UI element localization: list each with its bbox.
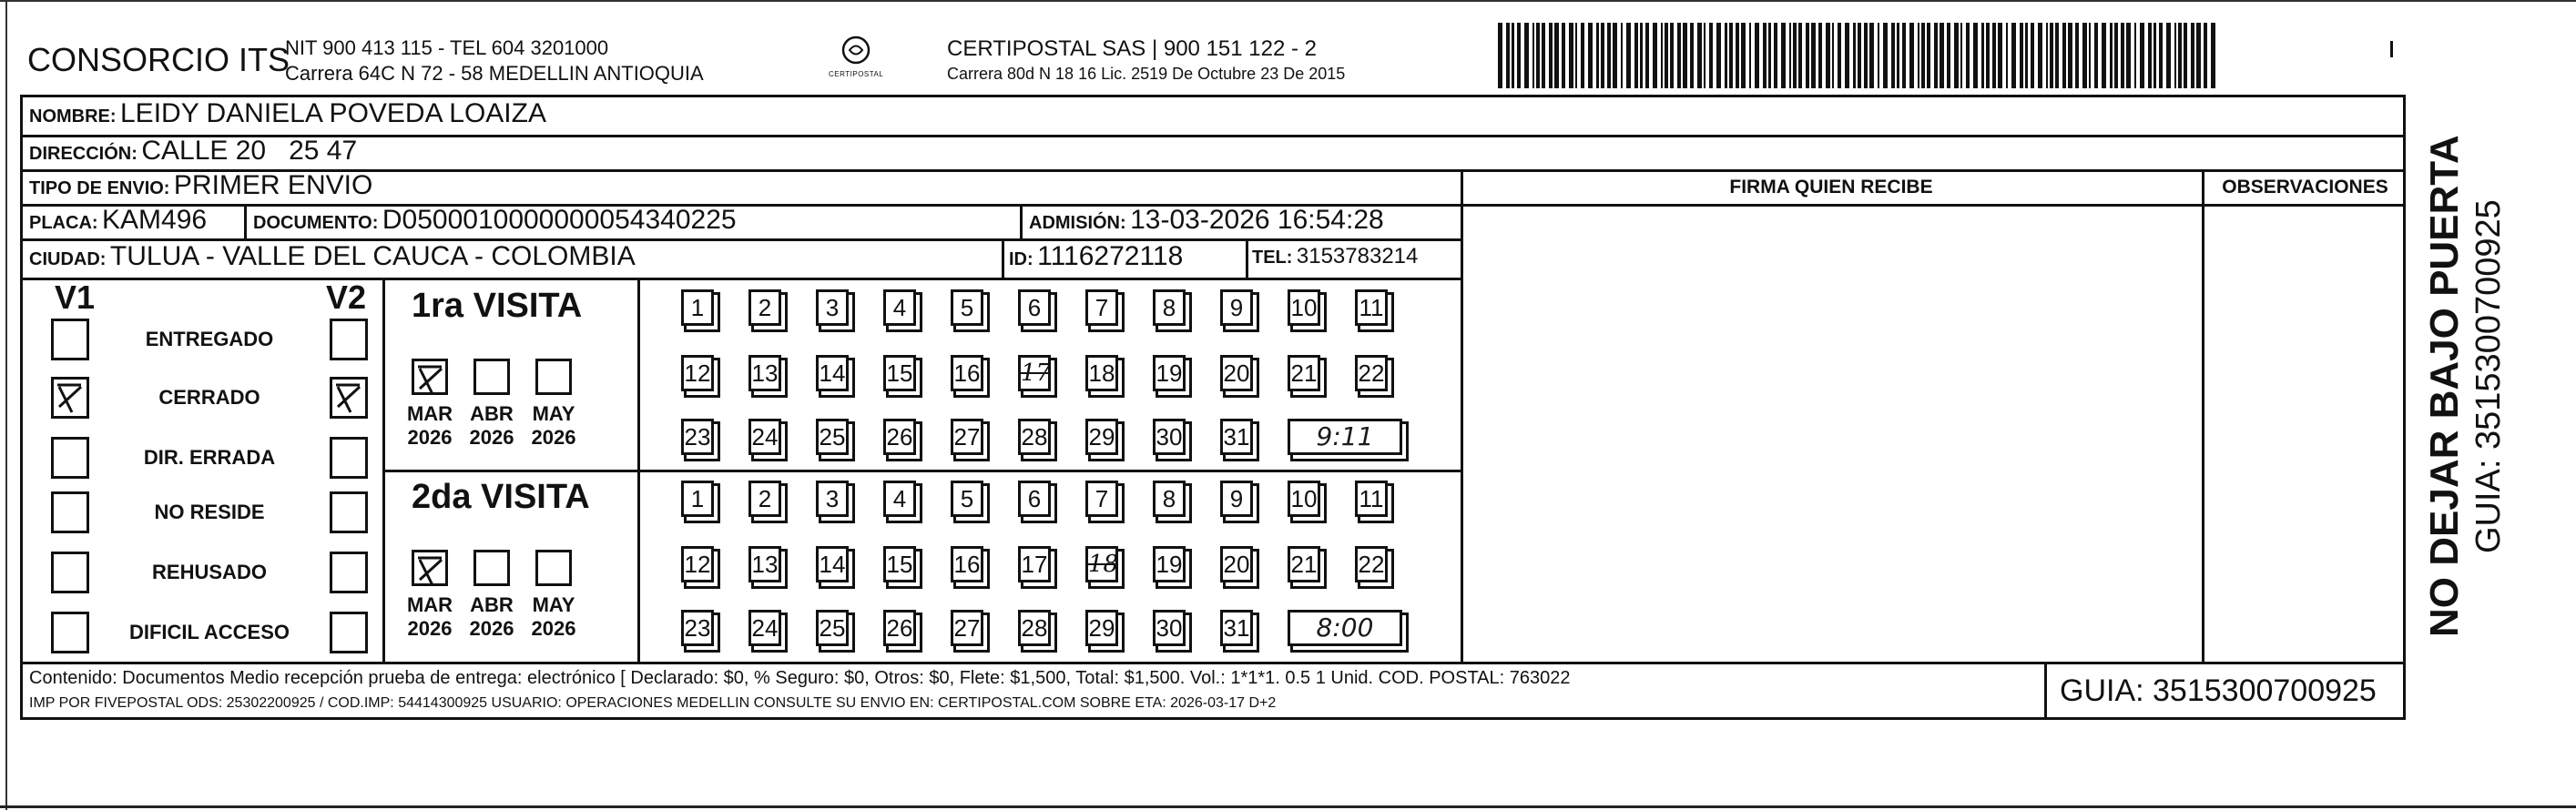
status-checkbox-v2[interactable] <box>330 319 368 360</box>
firma-divider <box>1461 169 1463 662</box>
barcode-bar <box>1763 23 1767 88</box>
day-cell[interactable]: 8 <box>1153 289 1186 326</box>
day-cell[interactable]: 15 <box>883 355 916 391</box>
month-year: 2026 <box>407 617 453 640</box>
barcode-bar <box>1554 23 1559 88</box>
status-label: REHUSADO <box>152 561 267 583</box>
status-checkbox-v1[interactable] <box>51 612 89 653</box>
handwritten-time: 8:00 <box>1288 610 1402 646</box>
barcode-bar <box>1588 23 1593 88</box>
day-cell[interactable]: 14 <box>816 355 849 391</box>
month-name: MAR <box>406 402 453 425</box>
barcode-bar <box>1793 23 1797 88</box>
day-cell[interactable]: 6 <box>1018 289 1051 326</box>
barcode-bar <box>2174 23 2176 88</box>
barcode-bar <box>1998 23 2002 88</box>
carrier-address: Carrera 80d N 18 16 Lic. 2519 De Octubre 23 De 2015 <box>947 65 1346 83</box>
barcode-bar <box>2121 23 2124 88</box>
barcode-bar <box>2025 23 2028 88</box>
barcode-bar <box>1774 23 1777 88</box>
day-cell[interactable]: 13 <box>748 355 781 391</box>
company-name: CONSORCIO ITS <box>27 41 290 78</box>
month-label <box>402 402 457 450</box>
firma-header: FIRMA QUIEN RECIBE <box>1729 177 1933 197</box>
barcode-bar <box>1607 23 1611 88</box>
tel-value: 3153783214 <box>1296 244 1419 268</box>
admision-value: 13-03-2026 16:54:28 <box>1130 205 1384 235</box>
month-name: ABR <box>470 402 514 425</box>
certipostal-logo-icon <box>840 35 871 66</box>
visit-month-divider <box>637 278 640 662</box>
cell-divider <box>1246 238 1248 278</box>
side-guia: GUIA: 3515300700925 <box>2469 199 2508 553</box>
day-cell[interactable]: 24 <box>748 419 781 455</box>
barcode-bar <box>1768 23 1771 88</box>
documento-value: D0500010000000054340225 <box>382 205 737 235</box>
day-cell[interactable]: 29 <box>1085 419 1118 455</box>
day-cell[interactable]: 20 <box>1220 546 1253 582</box>
id-label: ID: <box>1009 249 1033 269</box>
footer-contenido: Contenido: Documentos Medio recepción prueba de entrega: electrónico [ Declarado: $0, % Seguro: $0, Otros: $0, Flete: $1,500, Total: $1,500. Vol.: 1*1*1. 0.5 1 Unid. COD. POSTAL: 763022 <box>29 668 1571 688</box>
day-cell[interactable]: 29 <box>1085 610 1118 646</box>
day-cell[interactable]: 11 <box>1355 481 1388 517</box>
day-cell[interactable]: 9 <box>1220 481 1253 517</box>
observaciones-header: OBSERVACIONES <box>2222 177 2388 197</box>
barcode-bar <box>1512 23 1514 88</box>
barcode-bar <box>1542 23 1545 88</box>
day-cell[interactable]: 13 <box>748 546 781 582</box>
top-edge-line <box>0 0 2576 2</box>
placa-value: KAM496 <box>102 205 208 235</box>
barcode-bar <box>2134 23 2136 88</box>
tick-mark-icon <box>2390 41 2393 57</box>
barcode-bar <box>1981 23 1984 88</box>
id-cell <box>1009 241 1183 272</box>
admision-label: ADMISIÓN: <box>1029 213 1126 233</box>
day-cell[interactable]: 12 <box>681 355 714 391</box>
barcode-bar <box>1909 23 1914 88</box>
month-label <box>464 593 519 641</box>
bottom-edge-line <box>0 805 2576 808</box>
barcode-bar <box>1897 23 1899 88</box>
barcode-bar <box>1934 23 1938 88</box>
day-cell[interactable]: 1 <box>681 481 714 517</box>
barcode-bar <box>1883 23 1888 88</box>
barcode-bar <box>1918 23 1919 88</box>
month-year: 2026 <box>531 426 576 449</box>
direccion-row <box>29 136 357 167</box>
barcode-bar <box>1729 23 1733 88</box>
day-cell[interactable]: 7 <box>1085 289 1118 326</box>
barcode-bar <box>2148 23 2152 88</box>
day-cell[interactable]: 16 <box>951 355 983 391</box>
barcode-bar <box>2089 23 2091 88</box>
barcode-bar <box>1986 23 1990 88</box>
direccion-label: DIRECCIÓN: <box>29 144 137 164</box>
footer-guia: GUIA: 3515300700925 <box>2060 673 2377 708</box>
day-cell[interactable]: 12 <box>681 546 714 582</box>
day-cell[interactable]: 21 <box>1288 546 1320 582</box>
barcode-bar <box>1506 23 1510 88</box>
month-name: MAY <box>532 593 575 616</box>
day-cell[interactable]: 4 <box>883 481 916 517</box>
month-checkbox[interactable] <box>412 359 448 395</box>
day-cell[interactable]: 5 <box>951 289 983 326</box>
month-name: ABR <box>470 593 514 616</box>
guia-divider <box>2044 662 2047 720</box>
barcode-bar <box>2020 23 2023 88</box>
barcode-bar <box>1596 23 1599 88</box>
documento-cell <box>253 205 737 236</box>
status-checkbox-v2[interactable] <box>330 491 368 533</box>
side-warning: NO DEJAR BAJO PUERTA <box>2422 135 2467 637</box>
barcode-bar <box>1690 23 1694 88</box>
barcode-bar <box>1736 23 1739 88</box>
barcode-bar <box>1569 23 1573 88</box>
barcode-bar <box>1683 23 1687 88</box>
day-cell[interactable]: 31 <box>1220 419 1253 455</box>
day-cell[interactable]: 10 <box>1288 289 1320 326</box>
status-checkbox-v2[interactable] <box>330 437 368 479</box>
barcode-bar <box>1902 23 1906 88</box>
barcode-bar <box>1524 23 1529 88</box>
day-cell[interactable]: 27 <box>951 419 983 455</box>
barcode-bar <box>1653 23 1657 88</box>
visit-title: 1ra VISITA <box>412 287 583 325</box>
barcode-bar <box>1677 23 1681 88</box>
barcode-bar <box>2006 23 2008 88</box>
barcode-bar <box>1517 23 1521 88</box>
barcode-bar <box>2140 23 2144 88</box>
v2-label: V2 <box>326 278 367 316</box>
day-cell[interactable]: 22 <box>1355 355 1388 391</box>
barcode-bar <box>1709 23 1713 88</box>
barcode-bar <box>1704 23 1705 88</box>
barcode-bar <box>1806 23 1809 88</box>
barcode-bar <box>1716 23 1721 88</box>
barcode-bar <box>1601 23 1604 88</box>
barcode-bar <box>1575 23 1577 88</box>
barcode-bar <box>1665 23 1668 88</box>
barcode-bar <box>1562 23 1565 88</box>
barcode-bar <box>1811 23 1816 88</box>
visit-title: 2da VISITA <box>412 478 590 516</box>
barcode-bar <box>2184 23 2187 88</box>
day-cell[interactable]: 2 <box>748 481 781 517</box>
barcode-bar <box>1838 23 1841 88</box>
row-line <box>20 135 2406 137</box>
status-checkbox-v2[interactable] <box>330 377 368 419</box>
status-label: DIFICIL ACCESO <box>128 621 290 643</box>
barcode-bar <box>2050 23 2053 88</box>
barcode-bar <box>1640 23 1643 88</box>
barcode-bar <box>2126 23 2131 88</box>
nombre-row <box>29 98 546 129</box>
tipo-label: TIPO DE ENVIO: <box>29 178 170 198</box>
month-checkbox[interactable] <box>473 359 510 395</box>
day-cell[interactable]: 25 <box>816 610 849 646</box>
day-cell[interactable]: 5 <box>951 481 983 517</box>
documento-label: DOCUMENTO: <box>253 213 379 233</box>
day-cell[interactable]: 18 <box>1085 355 1118 391</box>
cell-divider <box>1002 238 1004 278</box>
row-line <box>1461 204 2406 207</box>
barcode-bar <box>1858 23 1861 88</box>
barcode-bar <box>1626 23 1631 88</box>
month-checkbox[interactable] <box>535 359 572 395</box>
carrier-line: CERTIPOSTAL SAS | 900 151 122 - 2 <box>947 36 1317 61</box>
tipo-value: PRIMER ENVIO <box>173 170 373 200</box>
company-nit: NIT 900 413 115 - TEL 604 3201000 <box>285 36 609 59</box>
barcode-bar <box>1845 23 1849 88</box>
direccion-value: CALLE 20 25 47 <box>141 136 358 166</box>
barcode-bar <box>1549 23 1553 88</box>
day-cell[interactable]: 26 <box>883 610 916 646</box>
month-label <box>526 402 581 450</box>
tipo-row <box>29 170 372 201</box>
barcode-bar <box>1869 23 1874 88</box>
admision-cell <box>1029 205 1384 236</box>
day-cell[interactable]: 8 <box>1153 481 1186 517</box>
day-cell[interactable]: 2 <box>748 289 781 326</box>
day-cell[interactable]: 14 <box>816 546 849 582</box>
month-name: MAR <box>406 593 453 616</box>
status-checkbox-v1[interactable] <box>51 491 89 533</box>
barcode-bar <box>2046 23 2048 88</box>
barcode <box>1498 23 2226 88</box>
barcode-bar <box>1789 23 1791 88</box>
barcode-bar <box>2110 23 2113 88</box>
barcode-bar <box>1818 23 1822 88</box>
tel-label: TEL: <box>1252 248 1293 268</box>
barcode-bar <box>2153 23 2156 88</box>
barcode-bar <box>2191 23 2194 88</box>
month-name: MAY <box>532 402 575 425</box>
barcode-bar <box>1621 23 1623 88</box>
barcode-bar <box>1927 23 1930 88</box>
barcode-bar <box>1536 23 1540 88</box>
row-line <box>20 278 1461 280</box>
visit-divider <box>382 470 1461 472</box>
barcode-bar <box>2038 23 2042 88</box>
barcode-bar <box>1878 23 1879 88</box>
barcode-bar <box>1532 23 1534 88</box>
status-label: DIR. ERRADA <box>143 446 276 469</box>
barcode-bar <box>1973 23 1978 88</box>
status-checkbox-v1[interactable] <box>51 319 89 360</box>
nombre-value: LEIDY DANIELA POVEDA LOAIZA <box>120 98 546 128</box>
month-year: 2026 <box>469 426 514 449</box>
day-cell[interactable]: 31 <box>1220 610 1253 646</box>
day-cell[interactable]: 16 <box>951 546 983 582</box>
footer-line <box>20 662 2406 664</box>
cell-divider <box>244 204 247 238</box>
barcode-bar <box>2031 23 2034 88</box>
month-label <box>402 593 457 641</box>
barcode-bar <box>1832 23 1834 88</box>
day-cell[interactable]: 1 <box>681 289 714 326</box>
barcode-bar <box>1947 23 1950 88</box>
certipostal-logo <box>829 35 883 86</box>
row-line <box>20 169 2406 172</box>
day-cell[interactable]: 17 <box>1018 355 1051 391</box>
day-cell[interactable]: 30 <box>1153 610 1186 646</box>
nombre-label: NOMBRE: <box>29 106 117 127</box>
barcode-bar <box>2178 23 2182 88</box>
day-cell[interactable]: 10 <box>1288 481 1320 517</box>
barcode-bar <box>1992 23 1996 88</box>
barcode-bar <box>1826 23 1830 88</box>
day-cell[interactable]: 11 <box>1355 289 1388 326</box>
day-cell[interactable]: 19 <box>1153 546 1186 582</box>
barcode-bar <box>1853 23 1856 88</box>
barcode-bar <box>1498 23 1502 88</box>
day-cell[interactable]: 22 <box>1355 546 1388 582</box>
day-cell[interactable]: 3 <box>816 481 849 517</box>
barcode-bar <box>1749 23 1751 88</box>
barcode-bar <box>1798 23 1802 88</box>
day-cell[interactable]: 30 <box>1153 419 1186 455</box>
barcode-bar <box>1755 23 1759 88</box>
barcode-bar <box>2211 23 2215 88</box>
day-cell[interactable]: 28 <box>1018 610 1051 646</box>
obs-divider <box>2202 169 2204 662</box>
placa-label: PLACA: <box>29 213 98 233</box>
tel-cell <box>1252 244 1418 269</box>
barcode-bar <box>2075 23 2079 88</box>
handwritten-time: 9:11 <box>1288 419 1402 455</box>
barcode-bar <box>2102 23 2106 88</box>
barcode-bar <box>2166 23 2171 88</box>
barcode-bar <box>1697 23 1702 88</box>
id-value: 1116272118 <box>1037 241 1184 271</box>
day-cell[interactable]: 28 <box>1018 419 1051 455</box>
barcode-bar <box>1581 23 1584 88</box>
day-cell[interactable]: 27 <box>951 610 983 646</box>
month-checkbox[interactable] <box>473 550 510 586</box>
v1-label: V1 <box>55 278 96 316</box>
day-cell[interactable]: 23 <box>681 419 714 455</box>
barcode-bar <box>2082 23 2087 88</box>
barcode-bar <box>1645 23 1649 88</box>
month-year: 2026 <box>469 617 514 640</box>
left-edge-line <box>5 0 7 810</box>
barcode-bar <box>1613 23 1617 88</box>
barcode-bar <box>1960 23 1962 88</box>
day-cell[interactable]: 7 <box>1085 481 1118 517</box>
logo-text: CERTIPOSTAL <box>829 70 884 78</box>
barcode-bar <box>2114 23 2118 88</box>
barcode-bar <box>2055 23 2059 88</box>
day-cell[interactable]: 20 <box>1220 355 1253 391</box>
barcode-bar <box>2159 23 2163 88</box>
status-checkbox-v1[interactable] <box>51 552 89 593</box>
barcode-bar <box>2068 23 2072 88</box>
month-label <box>526 593 581 641</box>
day-cell[interactable]: 25 <box>816 419 849 455</box>
placa-row <box>29 205 207 236</box>
status-label: ENTREGADO <box>145 328 274 350</box>
day-cell[interactable]: 23 <box>681 610 714 646</box>
barcode-bar <box>2094 23 2098 88</box>
day-cell[interactable]: 17 <box>1018 546 1051 582</box>
footer-imp: IMP POR FIVEPOSTAL ODS: 25302200925 / COD.IMP: 54414300925 USUARIO: OPERACIONES MEDELLIN CONSULTE SU ENVIO EN: CERTIPOSTAL.COM SOBRE ETA: 2026-03-17 D+2 <box>29 695 1277 711</box>
ciudad-row <box>29 241 636 272</box>
barcode-bar <box>1634 23 1638 88</box>
status-checkbox-v1[interactable] <box>51 377 89 419</box>
day-cell[interactable]: 9 <box>1220 289 1253 326</box>
barcode-bar <box>1940 23 1944 88</box>
status-label: CERRADO <box>158 386 260 409</box>
day-cell[interactable]: 15 <box>883 546 916 582</box>
status-label: NO RESIDE <box>154 501 265 523</box>
barcode-bar <box>2196 23 2201 88</box>
barcode-bar <box>1661 23 1663 88</box>
barcode-bar <box>1954 23 1959 88</box>
barcode-bar <box>1725 23 1727 88</box>
cell-divider <box>1020 204 1023 238</box>
day-cell[interactable]: 18 <box>1085 546 1118 582</box>
status-checkbox-v2[interactable] <box>330 612 368 653</box>
day-cell[interactable]: 24 <box>748 610 781 646</box>
barcode-bar <box>1781 23 1786 88</box>
day-cell[interactable]: 6 <box>1018 481 1051 517</box>
day-cell[interactable]: 19 <box>1153 355 1186 391</box>
barcode-bar <box>1891 23 1895 88</box>
month-checkbox[interactable] <box>535 550 572 586</box>
status-checkbox-v1[interactable] <box>51 437 89 479</box>
barcode-bar <box>1741 23 1746 88</box>
barcode-bar <box>1670 23 1674 88</box>
month-year: 2026 <box>407 426 453 449</box>
barcode-bar <box>1921 23 1925 88</box>
barcode-bar <box>2011 23 2016 88</box>
company-address: Carrera 64C N 72 - 58 MEDELLIN ANTIOQUIA <box>285 62 704 85</box>
day-cell[interactable]: 21 <box>1288 355 1320 391</box>
ciudad-value: TULUA - VALLE DEL CAUCA - COLOMBIA <box>109 241 636 271</box>
day-cell[interactable]: 4 <box>883 289 916 326</box>
barcode-bar <box>1864 23 1868 88</box>
ciudad-label: CIUDAD: <box>29 249 107 269</box>
month-year: 2026 <box>531 617 576 640</box>
month-checkbox[interactable] <box>412 550 448 586</box>
barcode-bar <box>1966 23 1970 88</box>
day-cell[interactable]: 26 <box>883 419 916 455</box>
status-checkbox-v2[interactable] <box>330 552 368 593</box>
month-label <box>464 402 519 450</box>
day-cell[interactable]: 3 <box>816 289 849 326</box>
barcode-bar <box>2062 23 2066 88</box>
barcode-bar <box>2204 23 2207 88</box>
